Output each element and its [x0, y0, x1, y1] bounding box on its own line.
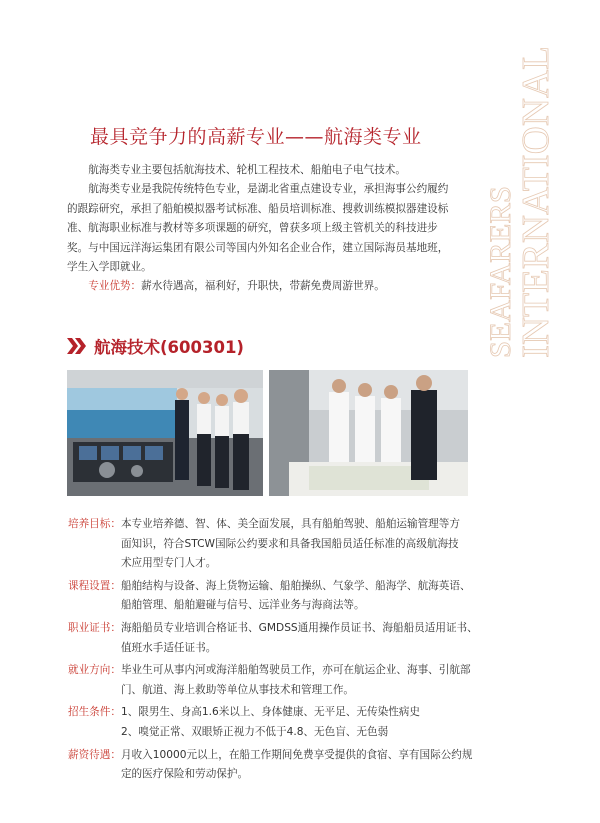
detail-row-training-goal [68, 515, 488, 574]
section-title: 航海技术(600301) [94, 338, 244, 357]
detail-label: 就业方向： [68, 664, 121, 677]
page-headline: 最具竞争力的高薪专业——航海类专业 [90, 126, 422, 148]
watermark-line-seafarers: SEAFARERS [484, 190, 517, 358]
detail-label: 课程设置： [68, 579, 121, 592]
detail-line: 月收入10000元以上，在船工作期间免费享受提供的食宿、享有国际公约规 [120, 748, 473, 761]
detail-label: 培养目标： [68, 518, 121, 530]
detail-label: 职业证书： [68, 621, 121, 634]
bridge-simulator-photo [67, 370, 263, 496]
detail-value [121, 577, 488, 616]
detail-line: 毕业生可从事内河或海洋船舶驾驶员工作，亦可在航运企业、海事、引航部 [120, 664, 471, 677]
detail-line: 面知识，符合STCW国际公约要求和具备我国船员适任标准的高级航海技 [120, 537, 459, 550]
detail-value [121, 703, 488, 742]
detail-label: 招生条件： [68, 706, 121, 719]
double-chevron-right-icon [66, 336, 88, 356]
detail-value [121, 619, 488, 658]
seafarers-international-watermark [470, 40, 560, 360]
detail-row-employment [68, 661, 488, 700]
intro-paragraph-2: 航海类专业是我院传统特色专业，是湖北省重点建设专业，承担海事公约履约的跟踪研究，承担了船舶模拟器考试标准、船员培训标准、搜救训练模拟器建设标准、航海职业标准与教材等多项课题的研究，曾获多项上级主管机关的科技进步奖。与中国远洋海运集团有限公司等国内外知名企业合作，建立国际海员基地班，学生入学即就业。 [67, 183, 449, 274]
detail-value [121, 746, 488, 785]
detail-line: 值班水手适任证书。 [120, 641, 217, 654]
detail-line: 定的医疗保险和劳动保护。 [120, 768, 249, 781]
detail-value [121, 661, 488, 700]
detail-line: 船舶管理、船舶避碰与信号、远洋业务与海商法等。 [120, 599, 365, 612]
chart-table-photo [269, 370, 468, 496]
detail-line: 2、嗅觉正常、双眼矫正视力不低于4.8、无色盲、无色弱 [120, 725, 389, 738]
section-heading [66, 334, 244, 358]
detail-row-salary [68, 746, 488, 785]
detail-row-certificates [68, 619, 488, 658]
intro-advantage [67, 277, 457, 296]
detail-line: 1、限男生、身高1.6米以上、身体健康、无平足、无传染性病史 [120, 706, 420, 719]
detail-line: 门、航道、海上救助等单位从事技术和管理工作。 [120, 683, 355, 696]
intro-block [67, 161, 457, 297]
detail-row-courses [68, 577, 488, 616]
program-details [68, 515, 488, 788]
intro-paragraph-1: 航海类专业主要包括航海技术、轮机工程技术、船舶电子电气技术。 [88, 164, 406, 176]
detail-label: 薪资待遇： [68, 748, 121, 761]
detail-value [121, 515, 488, 574]
detail-line: 本专业培养德、智、体、美全面发展，具有船舶驾驶、船舶运输管理等方 [120, 518, 460, 530]
detail-line: 海船船员专业培训合格证书、GMDSS通用操作员证书、海船船员适用证书、 [120, 621, 478, 634]
advantage-label: 专业优势： [88, 280, 142, 293]
detail-line: 术应用型专门人才。 [120, 557, 217, 570]
detail-line: 船舶结构与设备、海上货物运输、船舶操纵、气象学、船海学、航海英语、 [120, 579, 471, 592]
detail-row-admission [68, 703, 488, 742]
watermark-line-international: INTERNATIONAL [515, 54, 557, 358]
advantage-text: 薪水待遇高，福利好，升职快，带薪免费周游世界。 [141, 280, 385, 293]
